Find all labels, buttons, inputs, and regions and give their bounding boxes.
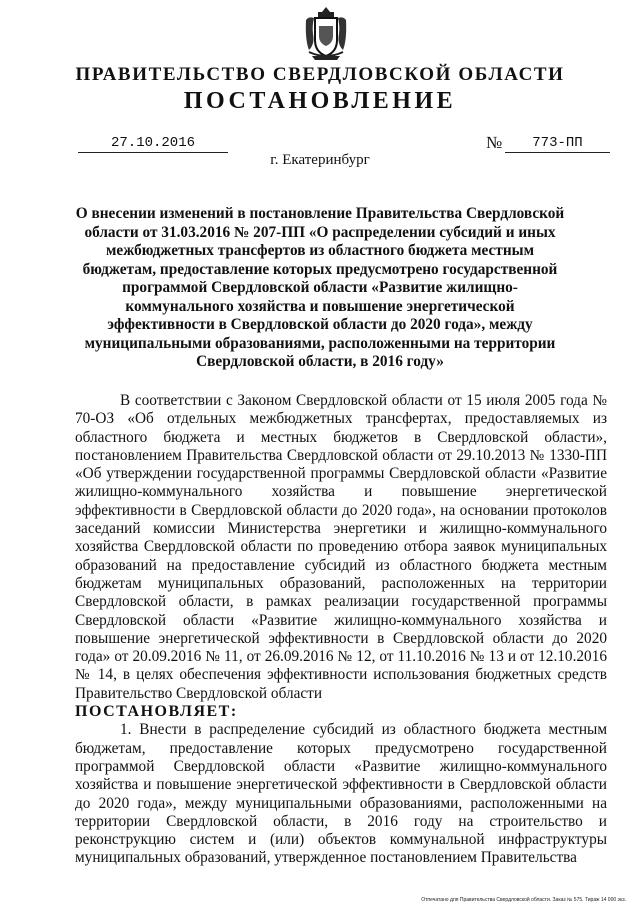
document-body	[75, 392, 607, 868]
number-label: №	[486, 133, 503, 152]
item-1-paragraph: 1. Внести в распределение субсидий из областного бюджета местным бюджетам, предоставление которых предусмотрено государственной программой Свердловской области «Развитие жилищно-коммунального хозяйства и повышение энергетической эффективности в Свердловской области до 2020 года», между муниципальными образованиями, расположенными на территории Свердловской области, в 2016 году на строительство и реконструкцию систем и (или) объектов коммунальной инфраструктуры муниципальных образований, утвержденное постановлением Правительства	[75, 721, 607, 867]
organization-name: ПРАВИТЕЛЬСТВО СВЕРДЛОВСКОЙ ОБЛАСТИ	[75, 64, 565, 85]
document-type: ПОСТАНОВЛЕНИЕ	[183, 88, 457, 114]
document-title: О внесении изменений в постановление Правительства Свердловской области от 31.03.2016 № 207-ПП «О распределении субсидий и иных межбюджетных трансфертов из областного бюджета местным бюджетам, предоставление которых предусмотрено государственной программой Свердловской области «Развитие жилищно-коммунального хозяйства и повышение энергетической эффективности в Свердловской области до 2020 года», между муниципальными образованиями, расположенными на территории Свердловской области, в 2016 году»	[75, 205, 565, 370]
coat-of-arms-icon	[303, 4, 349, 62]
preamble-paragraph: В соответствии с Законом Свердловской области от 15 июля 2005 года № 70-ОЗ «Об отдельных межбюджетных трансфертах, предоставляемых из областного бюджета и местных бюджетов в Свердловской области», постановлением Правительства Свердловской области от 29.10.2013 № 1330-ПП «Об утверждении государственной программы Свердловской области «Развитие жилищно-коммунального хозяйства и повышение энергетической эффективности в Свердловской области до 2020 года», на основании протоколов заседаний комиссии Министерства энергетики и жилищно-коммунального хозяйства Свердловской области по проведению отбора заявок муниципальных образований на предоставление субсидий из областного бюджета местным бюджетам муниципальных образований, расположенных на территории Свердловской области, в рамках реализации государственной программы Свердловской области «Развитие жилищно-коммунального хозяйства и повышение энергетической эффективности в Свердловской области до 2020 года» от 20.09.2016 № 11, от 26.09.2016 № 12, от 11.10.2016 № 13 и от 12.10.2016 № 14, в целях обеспечения эффективности использования бюджетных средств Правительство Свердловской области	[75, 392, 607, 702]
document-number: 773-ПП	[505, 134, 610, 153]
city: г. Екатеринбург	[270, 152, 370, 168]
print-footer: Отпечатано для Правительства Свердловской области. Заказ № 575. Тираж 14 000 экз.	[421, 897, 626, 903]
document-date: 27.10.2016	[78, 134, 228, 153]
decree-heading: ПОСТАНОВЛЯЕТ:	[75, 703, 238, 721]
